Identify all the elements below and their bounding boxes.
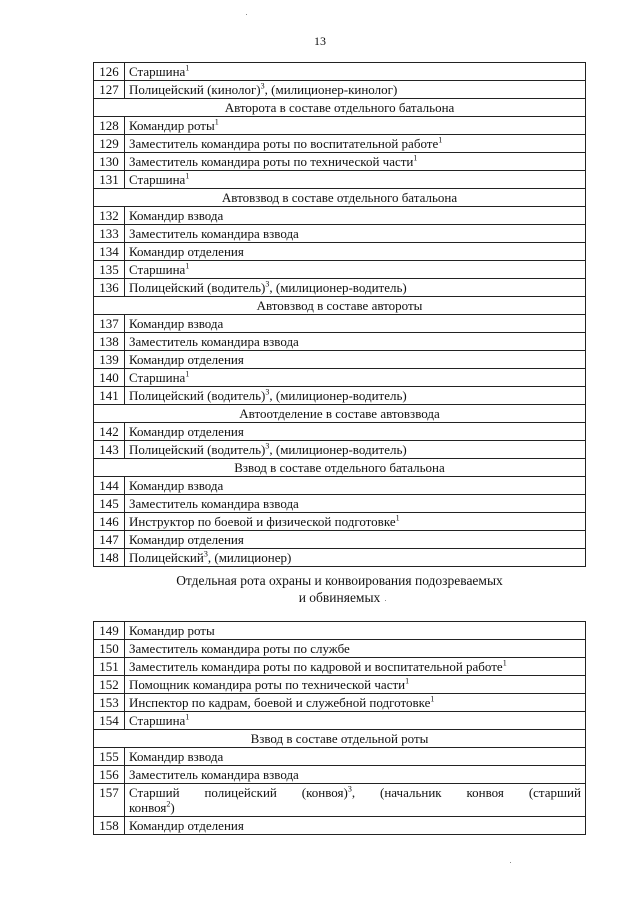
position-name bbox=[125, 63, 586, 81]
position-name bbox=[125, 712, 586, 730]
table-row bbox=[94, 261, 586, 279]
position-name-text: Заместитель командира взвода bbox=[129, 226, 299, 241]
position-word-text: (начальник bbox=[380, 785, 442, 800]
footnote-mark: 1 bbox=[395, 513, 400, 523]
row-number: 140 bbox=[94, 369, 125, 387]
table-row bbox=[94, 640, 586, 658]
table-row bbox=[94, 207, 586, 225]
position-name bbox=[125, 171, 586, 189]
position-name-text: Заместитель командира роты по технической части bbox=[129, 154, 414, 169]
table-row bbox=[94, 658, 586, 676]
position-name bbox=[125, 387, 586, 405]
footnote-mark: 2 bbox=[166, 799, 171, 809]
position-name-text: Командир отделения bbox=[129, 818, 244, 833]
position-name bbox=[125, 549, 586, 567]
section-title: Автоотделение в составе автовзвода bbox=[94, 405, 586, 423]
position-name-suffix: , (милиционер-водитель) bbox=[269, 280, 407, 295]
position-name-text: Командир взвода bbox=[129, 749, 224, 764]
position-name-line-2 bbox=[129, 800, 581, 815]
row-number: 152 bbox=[94, 676, 125, 694]
position-name bbox=[125, 531, 586, 549]
row-number: 130 bbox=[94, 153, 125, 171]
table-row bbox=[94, 676, 586, 694]
row-number: 147 bbox=[94, 531, 125, 549]
footnote-mark: 1 bbox=[413, 153, 418, 163]
row-number: 143 bbox=[94, 441, 125, 459]
row-number: 132 bbox=[94, 207, 125, 225]
position-name-text: Полицейский (водитель) bbox=[129, 280, 266, 295]
row-number: 138 bbox=[94, 333, 125, 351]
position-name bbox=[125, 315, 586, 333]
row-number: 129 bbox=[94, 135, 125, 153]
position-name-text: Командир отделения bbox=[129, 532, 244, 547]
position-name-text: Полицейский (водитель) bbox=[129, 388, 266, 403]
position-word-text: (конвоя) bbox=[301, 785, 348, 800]
row-number: 136 bbox=[94, 279, 125, 297]
scan-speck bbox=[510, 862, 511, 863]
table-row bbox=[94, 477, 586, 495]
table-row bbox=[94, 748, 586, 766]
position-name-text: Командир отделения bbox=[129, 352, 244, 367]
row-number: 146 bbox=[94, 513, 125, 531]
position-name bbox=[125, 243, 586, 261]
section-title: Автовзвод в составе отдельного батальона bbox=[94, 189, 586, 207]
row-number: 151 bbox=[94, 658, 125, 676]
section-title: Авторота в составе отдельного батальона bbox=[94, 99, 586, 117]
position-name bbox=[125, 676, 586, 694]
row-number: 134 bbox=[94, 243, 125, 261]
table-row bbox=[94, 351, 586, 369]
position-name-text: Заместитель командира роты по кадровой и воспитательной работе bbox=[129, 659, 503, 674]
position-name-text: Инструктор по боевой и физической подготовке bbox=[129, 514, 396, 529]
position-name-text: Старшина bbox=[129, 713, 186, 728]
position-name-text: Заместитель командира взвода bbox=[129, 334, 299, 349]
row-number: 156 bbox=[94, 766, 125, 784]
position-word bbox=[529, 785, 581, 800]
table-row bbox=[94, 766, 586, 784]
position-name bbox=[125, 513, 586, 531]
row-number: 158 bbox=[94, 817, 125, 835]
table-row bbox=[94, 279, 586, 297]
table-row bbox=[94, 369, 586, 387]
table-row bbox=[94, 315, 586, 333]
footnote-mark: 1 bbox=[502, 658, 507, 668]
position-name-suffix: , (милиционер-кинолог) bbox=[264, 82, 398, 97]
position-word-text: полицейский bbox=[204, 785, 277, 800]
position-name-text: Старшина bbox=[129, 172, 186, 187]
row-number: 142 bbox=[94, 423, 125, 441]
table-row bbox=[94, 171, 586, 189]
position-name-text: Командир роты bbox=[129, 118, 215, 133]
position-name bbox=[125, 225, 586, 243]
position-name bbox=[125, 81, 586, 99]
position-word bbox=[380, 785, 442, 800]
table-row bbox=[94, 441, 586, 459]
position-name-text: Командир взвода bbox=[129, 316, 224, 331]
position-name bbox=[125, 495, 586, 513]
position-name bbox=[125, 207, 586, 225]
staff-table-1 bbox=[93, 62, 586, 567]
position-name-text: Помощник командира роты по технической части bbox=[129, 677, 406, 692]
table-row bbox=[94, 712, 586, 730]
position-name-text: Командир отделения bbox=[129, 244, 244, 259]
position-name-text: Заместитель командира роты по службе bbox=[129, 641, 350, 656]
table-row bbox=[94, 243, 586, 261]
position-name bbox=[125, 333, 586, 351]
position-name-text: Командир отделения bbox=[129, 424, 244, 439]
position-name-text: Командир взвода bbox=[129, 208, 224, 223]
table-section-row bbox=[94, 459, 586, 477]
table-section-row bbox=[94, 189, 586, 207]
position-name-text: Заместитель командира роты по воспитательной работе bbox=[129, 136, 439, 151]
position-name bbox=[125, 441, 586, 459]
position-word bbox=[204, 785, 276, 800]
footnote-mark: 1 bbox=[185, 712, 190, 722]
position-name bbox=[125, 784, 586, 817]
section-title: Взвод в составе отдельного батальона bbox=[94, 459, 586, 477]
footnote-mark: 1 bbox=[214, 117, 219, 127]
staff-table-2 bbox=[93, 621, 586, 835]
footnote-mark: 1 bbox=[438, 135, 443, 145]
footnote-mark: 3 bbox=[265, 387, 270, 397]
table-row bbox=[94, 81, 586, 99]
table-section-row bbox=[94, 730, 586, 748]
table-row bbox=[94, 495, 586, 513]
position-name-suffix: ) bbox=[170, 800, 175, 815]
row-number: 128 bbox=[94, 117, 125, 135]
section-heading-line-1: Отдельная рота охраны и конвоирования подозреваемых bbox=[176, 573, 503, 588]
position-word-text: конвоя bbox=[466, 785, 504, 800]
position-name bbox=[125, 817, 586, 835]
position-word-text: (старший bbox=[528, 785, 581, 800]
footnote-mark: 1 bbox=[185, 171, 190, 181]
footnote-mark: 3 bbox=[265, 279, 270, 289]
position-name bbox=[125, 658, 586, 676]
scan-speck bbox=[246, 14, 247, 15]
row-number: 141 bbox=[94, 387, 125, 405]
section-heading-line-2: и обвиняемых bbox=[298, 590, 381, 605]
position-word: (конвоя)$^3$, bbox=[301, 784, 356, 800]
position-word-text: Старший bbox=[129, 785, 180, 800]
table-row bbox=[94, 153, 586, 171]
table-row bbox=[94, 423, 586, 441]
position-name-text: Заместитель командира взвода bbox=[129, 767, 299, 782]
position-name bbox=[125, 622, 586, 640]
position-name bbox=[125, 153, 586, 171]
page-number: 13 bbox=[314, 34, 326, 48]
table-section-row bbox=[94, 99, 586, 117]
position-name bbox=[125, 279, 586, 297]
footnote-mark: 1 bbox=[185, 369, 190, 379]
position-name-text: Командир взвода bbox=[129, 478, 224, 493]
position-name bbox=[125, 640, 586, 658]
row-number: 145 bbox=[94, 495, 125, 513]
position-name bbox=[125, 748, 586, 766]
row-number: 149 bbox=[94, 622, 125, 640]
position-name-text: Старшина bbox=[129, 370, 186, 385]
position-name-line-2-text: конвоя bbox=[129, 800, 167, 815]
position-word bbox=[129, 785, 180, 800]
footnote-mark: 1 bbox=[405, 676, 410, 686]
position-name-text: Старшина bbox=[129, 64, 186, 79]
row-number: 150 bbox=[94, 640, 125, 658]
table-section-row bbox=[94, 405, 586, 423]
row-number: 137 bbox=[94, 315, 125, 333]
table-row bbox=[94, 135, 586, 153]
position-name bbox=[125, 369, 586, 387]
table-row bbox=[94, 784, 586, 817]
position-name-text: Инспектор по кадрам, боевой и служебной подготовке bbox=[129, 695, 431, 710]
position-name-text: Полицейский (водитель) bbox=[129, 442, 266, 457]
position-name-text: Полицейский (кинолог) bbox=[129, 82, 261, 97]
row-number: 153 bbox=[94, 694, 125, 712]
position-name-text: Командир роты bbox=[129, 623, 215, 638]
table-row bbox=[94, 694, 586, 712]
position-name bbox=[125, 351, 586, 369]
position-word bbox=[467, 785, 504, 800]
row-number: 144 bbox=[94, 477, 125, 495]
table-row bbox=[94, 225, 586, 243]
position-name bbox=[125, 694, 586, 712]
table-row bbox=[94, 531, 586, 549]
section-title: Автовзвод в составе автороты bbox=[94, 297, 586, 315]
section-heading bbox=[93, 572, 586, 606]
position-name bbox=[125, 423, 586, 441]
table-row bbox=[94, 117, 586, 135]
row-number: 148 bbox=[94, 549, 125, 567]
row-number: 126 bbox=[94, 63, 125, 81]
position-name-suffix: , (милиционер) bbox=[207, 550, 292, 565]
table-row bbox=[94, 513, 586, 531]
table-row bbox=[94, 549, 586, 567]
row-number: 127 bbox=[94, 81, 125, 99]
footnote-mark: 3 bbox=[347, 784, 352, 794]
row-number: 133 bbox=[94, 225, 125, 243]
section-title: Взвод в составе отдельной роты bbox=[94, 730, 586, 748]
position-name bbox=[125, 477, 586, 495]
footnote-mark: 3 bbox=[265, 441, 270, 451]
footnote-mark: 3 bbox=[203, 549, 208, 559]
footnote-mark: 1 bbox=[185, 261, 190, 271]
position-name-suffix: , (милиционер-водитель) bbox=[269, 442, 407, 457]
table-row bbox=[94, 622, 586, 640]
footnote-mark: 3 bbox=[260, 81, 265, 91]
row-number: 135 bbox=[94, 261, 125, 279]
row-number: 157 bbox=[94, 784, 125, 817]
position-name-text: Заместитель командира взвода bbox=[129, 496, 299, 511]
position-name-line-1 bbox=[129, 785, 581, 800]
position-name bbox=[125, 261, 586, 279]
table-row bbox=[94, 817, 586, 835]
row-number: 155 bbox=[94, 748, 125, 766]
table-row bbox=[94, 387, 586, 405]
position-name-suffix: , (милиционер-водитель) bbox=[269, 388, 407, 403]
table-row bbox=[94, 333, 586, 351]
position-name bbox=[125, 117, 586, 135]
position-name-text: Полицейский bbox=[129, 550, 204, 565]
row-number: 139 bbox=[94, 351, 125, 369]
row-number: 154 bbox=[94, 712, 125, 730]
scan-speck bbox=[385, 600, 386, 601]
footnote-mark: 1 bbox=[185, 63, 190, 73]
row-number: 131 bbox=[94, 171, 125, 189]
position-name bbox=[125, 135, 586, 153]
table-row bbox=[94, 63, 586, 81]
footnote-mark: 1 bbox=[430, 694, 435, 704]
position-name bbox=[125, 766, 586, 784]
table-section-row bbox=[94, 297, 586, 315]
position-name-text: Старшина bbox=[129, 262, 186, 277]
